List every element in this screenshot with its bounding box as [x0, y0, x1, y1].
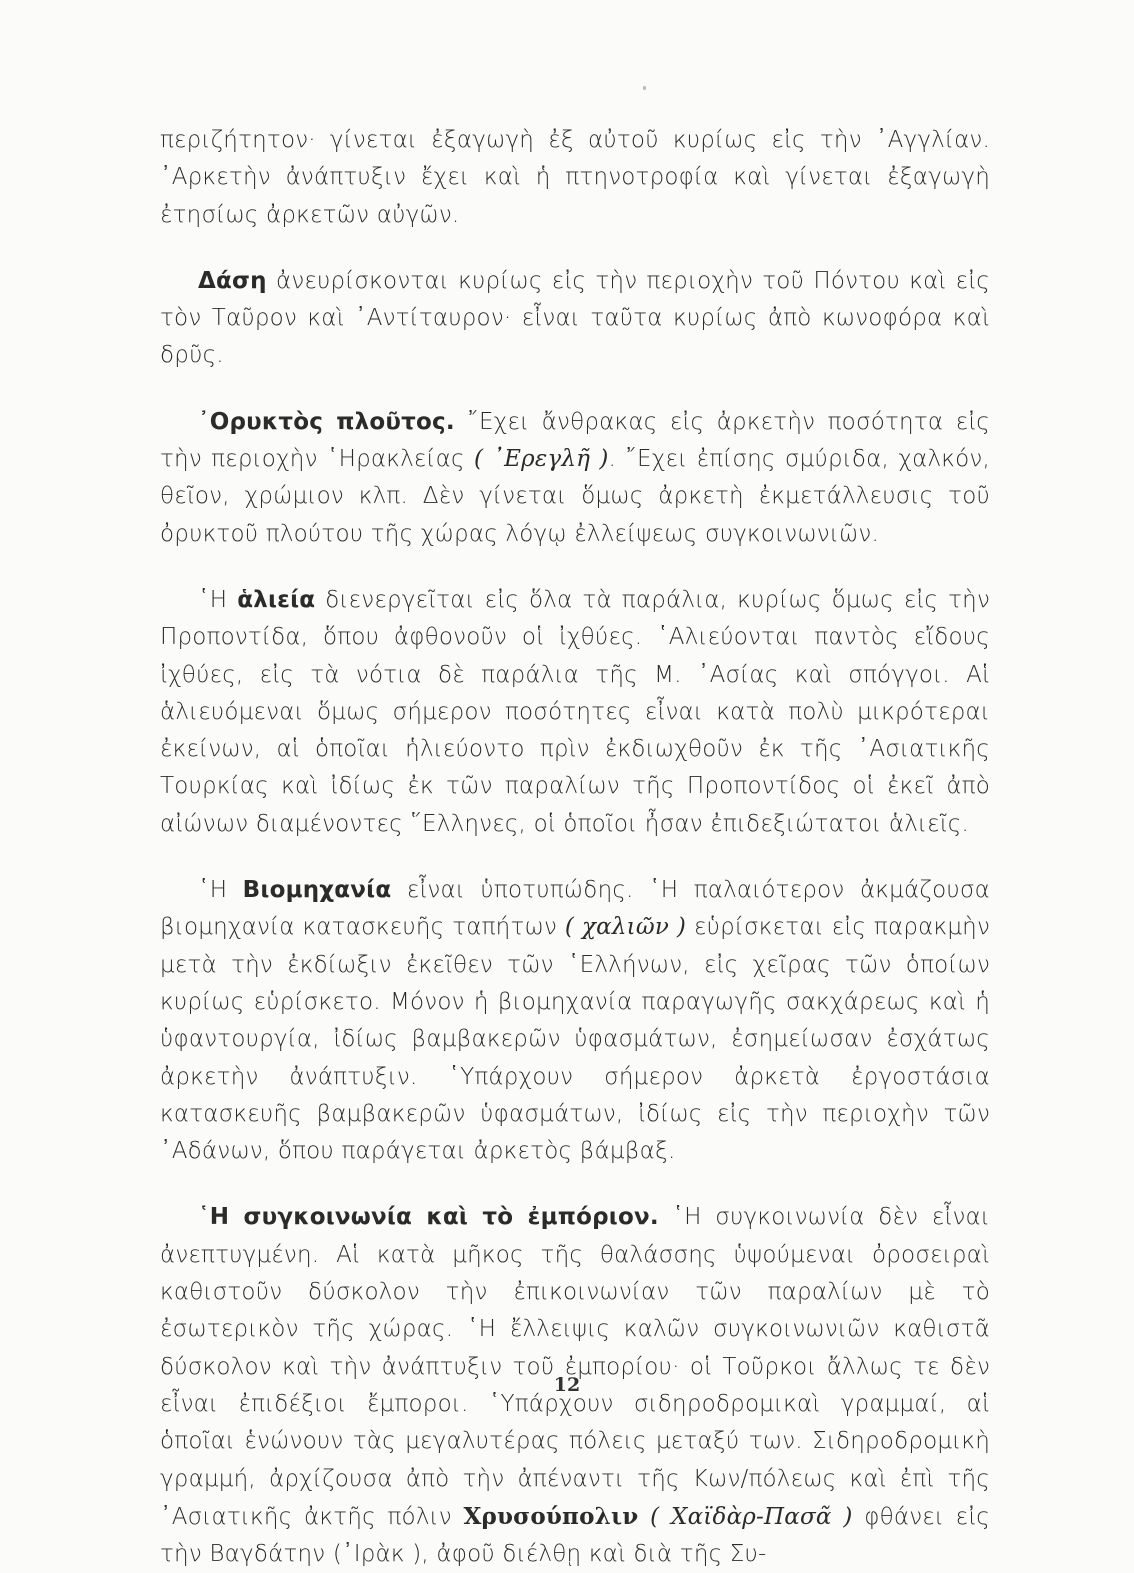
paragraph-text: εἶναι ὑποτυπώδης. ῾Η παλαιότερον ἀκμάζουσα βιομηχανία κατασκευῆς ταπήτων — [160, 877, 990, 941]
paragraph-text: ἀνευρίσκονται κυρίως εἰς τὴν περιοχὴν τοῦ Πόντου καὶ εἰς τὸν Ταῦρον καὶ ᾽Αντίταυρον· εἶναι ταῦτα κυρίως ἀπὸ κωνοφόρα καὶ δρῦς. — [160, 267, 990, 369]
page-number: 12 — [553, 1374, 581, 1396]
paragraph-text: . ῎Εχει ἐπίσης σμύριδα, χαλκόν, θεῖον, χρώμιον κλπ. Δὲν γίνεται ὅμως ἀρκετὴ ἐκμετάλλευσις τοῦ ὀρυκτοῦ πλούτου τῆς χώρας λόγῳ ἐλλείψεως συγκοινωνιῶν. — [160, 446, 990, 547]
paragraph-industry — [160, 872, 990, 1170]
paragraph-poultry — [160, 122, 990, 234]
paragraph-minerals — [160, 404, 990, 553]
paragraph-text: περιζήτητον· γίνεται ἐξαγωγὴ ἐξ αὐτοῦ κυρίως εἰς τὴν ᾽Αγγλίαν. ᾽Αρκετὴν ἀνάπτυξιν ἔχει καὶ ἡ πτηνοτροφία καὶ γίνεται ἐξαγωγὴ ἐτησίως ἀρκετῶν αὐγῶν. — [160, 127, 990, 228]
section-heading-fishing: ἁλιεία — [237, 586, 316, 613]
paragraph-text: φθάνει εἰς τὴν Βαγδάτην (᾽Ιρὰκ ), ἀφοῦ διέλθῃ καὶ διὰ τῆς Συ- — [160, 1503, 990, 1568]
italic-term: ( χαλιῶν ) — [564, 914, 687, 941]
paper-speck — [643, 86, 646, 90]
bold-city-name: Χρυσούπολιν — [463, 1502, 639, 1530]
article: ῾Η — [198, 586, 238, 613]
paragraph-text: ῾Η συγκοινωνία δὲν εἶναι ἀνεπτυγμένη. Αἱ κατὰ μῆκος τῆς θαλάσσης ὑψούμεναι ὀροσειραὶ καθιστοῦν δύσκολον τὴν ἐπικοινωνίαν τῶν παραλίων μὲ τὸ ἐσωτερικὸν τῆς χώρας. ῾Η ἔλλειψις καλῶν συγκοινωνιῶν καθιστᾶ δύσκολον καὶ τὴν ἀνάπτυξιν τοῦ ἐμπορίου· οἱ Τοῦρκοι ἄλλως τε δὲν εἶναι ἐπιδέξιοι ἔμποροι. ῾Υπάρχουν σιδηροδρομικαὶ γραμμαί, αἱ ὁποῖαι ἑνώνουν τὰς μεγαλυτέρας πόλεις μεταξύ των. Σιδηροδρομικὴ γραμμή, ἀρχίζουσα ἀπὸ τὴν ἀπέναντι τῆς Κων/πόλεως καὶ ἐπὶ τῆς ᾽Ασιατικῆς ἀκτῆς πόλιν — [160, 1204, 990, 1530]
section-heading-forests: Δάση — [198, 267, 267, 294]
section-heading-industry: Βιομηχανία — [242, 877, 392, 904]
article: ῾Η — [198, 877, 243, 904]
main-text — [160, 122, 990, 1573]
paragraph-text: εὑρίσκεται εἰς παρακμὴν μετὰ τὴν ἐκδίωξιν ἐκεῖθεν τῶν ῾Ελλήνων, εἰς χεῖρας τῶν ὁποίων κυρίως εὑρίσκετο. Μόνον ἡ βιομηχανία παραγωγῆς σακχάρεως καὶ ἡ ὑφαντουργία, ἰδίως βαμβακερῶν ὑφασμάτων, ἐσημείωσαν ἐσχάτως ἀρκετὴν ἀνάπτυξιν. ῾Υπάρχουν σήμερον ἀρκετὰ ἐργοστάσια κατασκευῆς βαμβακερῶν ὑφασμάτων, ἰδίως εἰς τὴν περιοχὴν τῶν ᾽Αδάνων, ὅπου παράγεται ἀρκετὸς βάμβαξ. — [160, 914, 990, 1165]
italic-place-name: ( ᾽Ερεγλῆ ) — [474, 446, 609, 473]
italic-place-name: ( Χαϊδὰρ-Πασᾶ ) — [638, 1503, 853, 1530]
paragraph-text: διενεργεῖται εἰς ὅλα τὰ παράλια, κυρίως ὅμως εἰς τὴν Προποντίδα, ὅπου ἀφθονοῦν οἱ ἰχθύες. ῾Αλιεύονται παντὸς εἴδους ἰχθύες, εἰς τὰ νότια δὲ παράλια τῆς Μ. ᾽Ασίας καὶ σπόγγοι. Αἱ ἁλιευόμεναι ὅμως σήμερον ποσότητες εἶναι κατὰ πολὺ μικρότεραι ἐκείνων, αἱ ὁποῖαι ἡλιεύοντο πρὶν ἐκδιωχθοῦν ἐκ τῆς ᾽Ασιατικῆς Τουρκίας καὶ ἰδίως ἐκ τῶν παραλίων τῆς Προποντίδος οἱ ἐκεῖ ἀπὸ αἰώνων διαμένοντες ῞Ελληνες, οἱ ὁποῖοι ἦσαν ἐπιδεξιώτατοι ἁλιεῖς. — [160, 586, 990, 837]
section-heading-minerals: ᾽Ορυκτὸς πλοῦτος. — [198, 408, 455, 435]
paragraph-forests — [160, 263, 990, 375]
paragraph-text: ῎Εχει ἄνθρακας εἰς ἀρκετὴν ποσότητα εἰς τὴν περιοχὴν ῾Ηρακλείας — [160, 408, 991, 473]
section-heading-transport: ῾Η συγκοινωνία καὶ τὸ ἐμπόριον. — [198, 1204, 659, 1231]
paragraph-fishing — [160, 582, 990, 843]
